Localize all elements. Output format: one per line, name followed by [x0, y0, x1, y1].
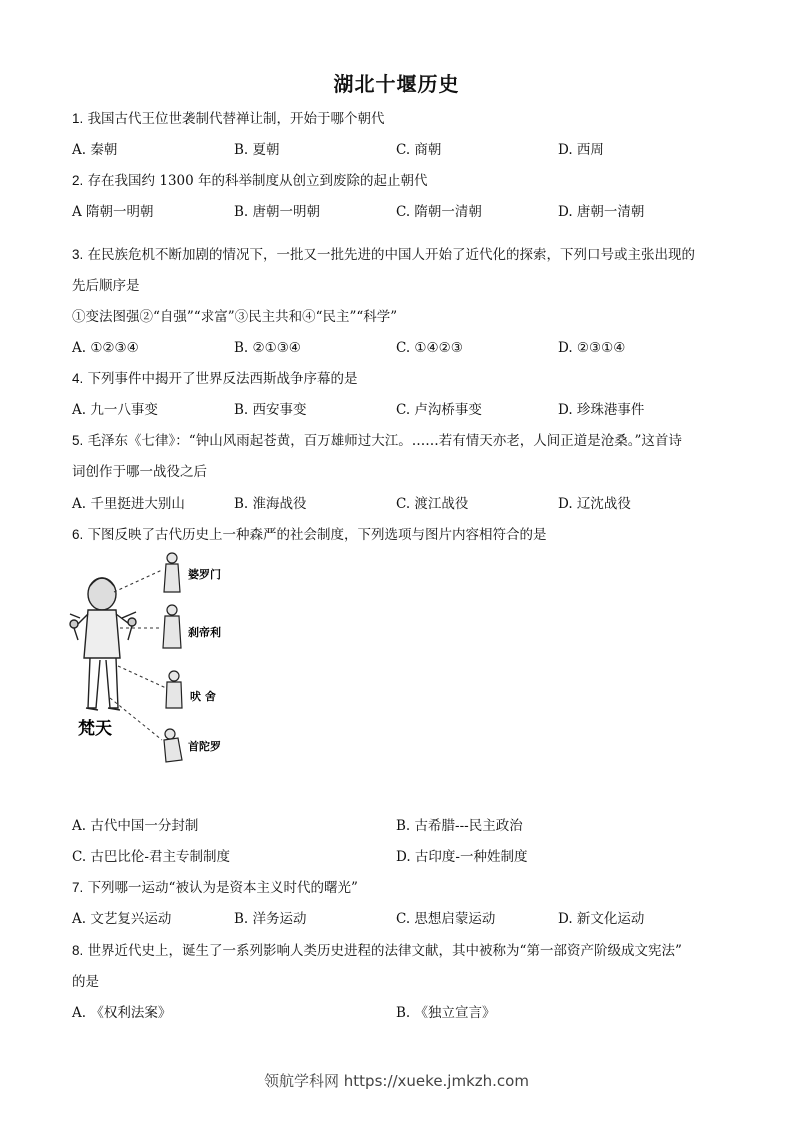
q2-option-d: D. 唐朝一清朝 [558, 204, 645, 220]
question-1-stem: 1. 我国古代王位世袭制代替禅让制，开始于哪个朝代 [72, 111, 385, 127]
q3-option-d: D. ②③①④ [558, 340, 626, 356]
question-5-stem-line-1: 5. 毛泽东《七律》：“钟山风雨起苍黄，百万雄师过大江。……若有情天亦老，人间正道是沧桑。”这首诗 [72, 433, 682, 449]
q6-option-c: C. 古巴比伦-君主专制制度 [72, 849, 230, 865]
question-2-stem: 2. 存在我国约 1300 年的科举制度从创立到废除的起止朝代 [72, 173, 428, 189]
q6-option-d: D. 古印度-一种姓制度 [396, 849, 528, 865]
caste-figures-icon [163, 553, 182, 762]
question-3-stem-line-2: 先后顺序是 [72, 278, 140, 294]
q7-option-a: A. 文艺复兴运动 [72, 911, 172, 927]
brahma-label: 梵天 [78, 719, 112, 739]
page-title: 湖北十堰历史 [333, 72, 460, 96]
q2-option-b: B. 唐朝一明朝 [234, 204, 321, 220]
q5-option-c: C. 渡江战役 [396, 496, 469, 512]
question-8-stem-line-1: 8. 世界近代史上，诞生了一系列影响人类历史进程的法律文献，其中被称为“第一部资产阶级成文宪法” [72, 943, 682, 959]
q8-option-b: B. 《独立宣言》 [396, 1005, 496, 1021]
q3-option-c: C. ①④②③ [396, 340, 463, 356]
caste-figure-illustration [66, 548, 266, 776]
question-8-stem-line-2: 的是 [72, 974, 99, 990]
q4-option-a: A. 九一八事变 [72, 402, 158, 418]
q2-option-a: A 隋朝一明朝 [72, 204, 154, 220]
q1-option-b: B. 夏朝 [234, 142, 280, 158]
q4-option-c: C. 卢沟桥事变 [396, 402, 482, 418]
brahma-figure-icon [70, 578, 136, 710]
q7-option-c: C. 思想启蒙运动 [396, 911, 496, 927]
q1-option-a: A. 秦朝 [72, 142, 118, 158]
q4-option-b: B. 西安事变 [234, 402, 307, 418]
caste-system-figure [66, 548, 266, 776]
question-4-stem: 4. 下列事件中揭开了世界反法西斯战争序幕的是 [72, 371, 358, 387]
caste-label-brahmin: 婆罗门 [188, 568, 221, 581]
q1-option-c: C. 商朝 [396, 142, 442, 158]
q5-option-a: A. 千里挺进大别山 [72, 496, 185, 512]
q6-option-a: A. 古代中国一分封制 [72, 818, 199, 834]
q5-option-d: D. 辽沈战役 [558, 496, 631, 512]
question-5-stem-line-2: 词创作于哪一战役之后 [72, 464, 207, 480]
q8-option-a: A. 《权利法案》 [72, 1005, 172, 1021]
question-6-stem: 6. 下图反映了古代历史上一种森严的社会制度，下列选项与图片内容相符合的是 [72, 527, 547, 543]
q3-option-b: B. ②①③④ [234, 340, 301, 356]
q7-option-b: B. 洋务运动 [234, 911, 307, 927]
question-3-stem-line-3: ①变法图强②“自强”“求富”③民主共和④“民主”“科学” [72, 309, 398, 325]
q2-option-c: C. 隋朝一清朝 [396, 204, 482, 220]
q1-option-d: D. 西周 [558, 142, 604, 158]
q3-option-a: A. ①②③④ [72, 340, 139, 356]
page-footer: 领航学科网 https://xueke.jmkzh.com [264, 1072, 529, 1090]
question-7-stem: 7. 下列哪一运动“被认为是资本主义时代的曙光” [72, 880, 358, 896]
q6-option-b: B. 古希腊---民主政治 [396, 818, 523, 834]
q5-option-b: B. 淮海战役 [234, 496, 307, 512]
caste-label-vaishya: 吠 舍 [190, 690, 216, 703]
question-3-stem-line-1: 3. 在民族危机不断加剧的情况下，一批又一批先进的中国人开始了近代化的探索，下列口号或主张出现的 [72, 247, 696, 263]
q4-option-d: D. 珍珠港事件 [558, 402, 645, 418]
caste-label-shudra: 首陀罗 [188, 740, 221, 753]
q7-option-d: D. 新文化运动 [558, 911, 645, 927]
caste-label-kshatriya: 刹帝利 [188, 626, 221, 639]
